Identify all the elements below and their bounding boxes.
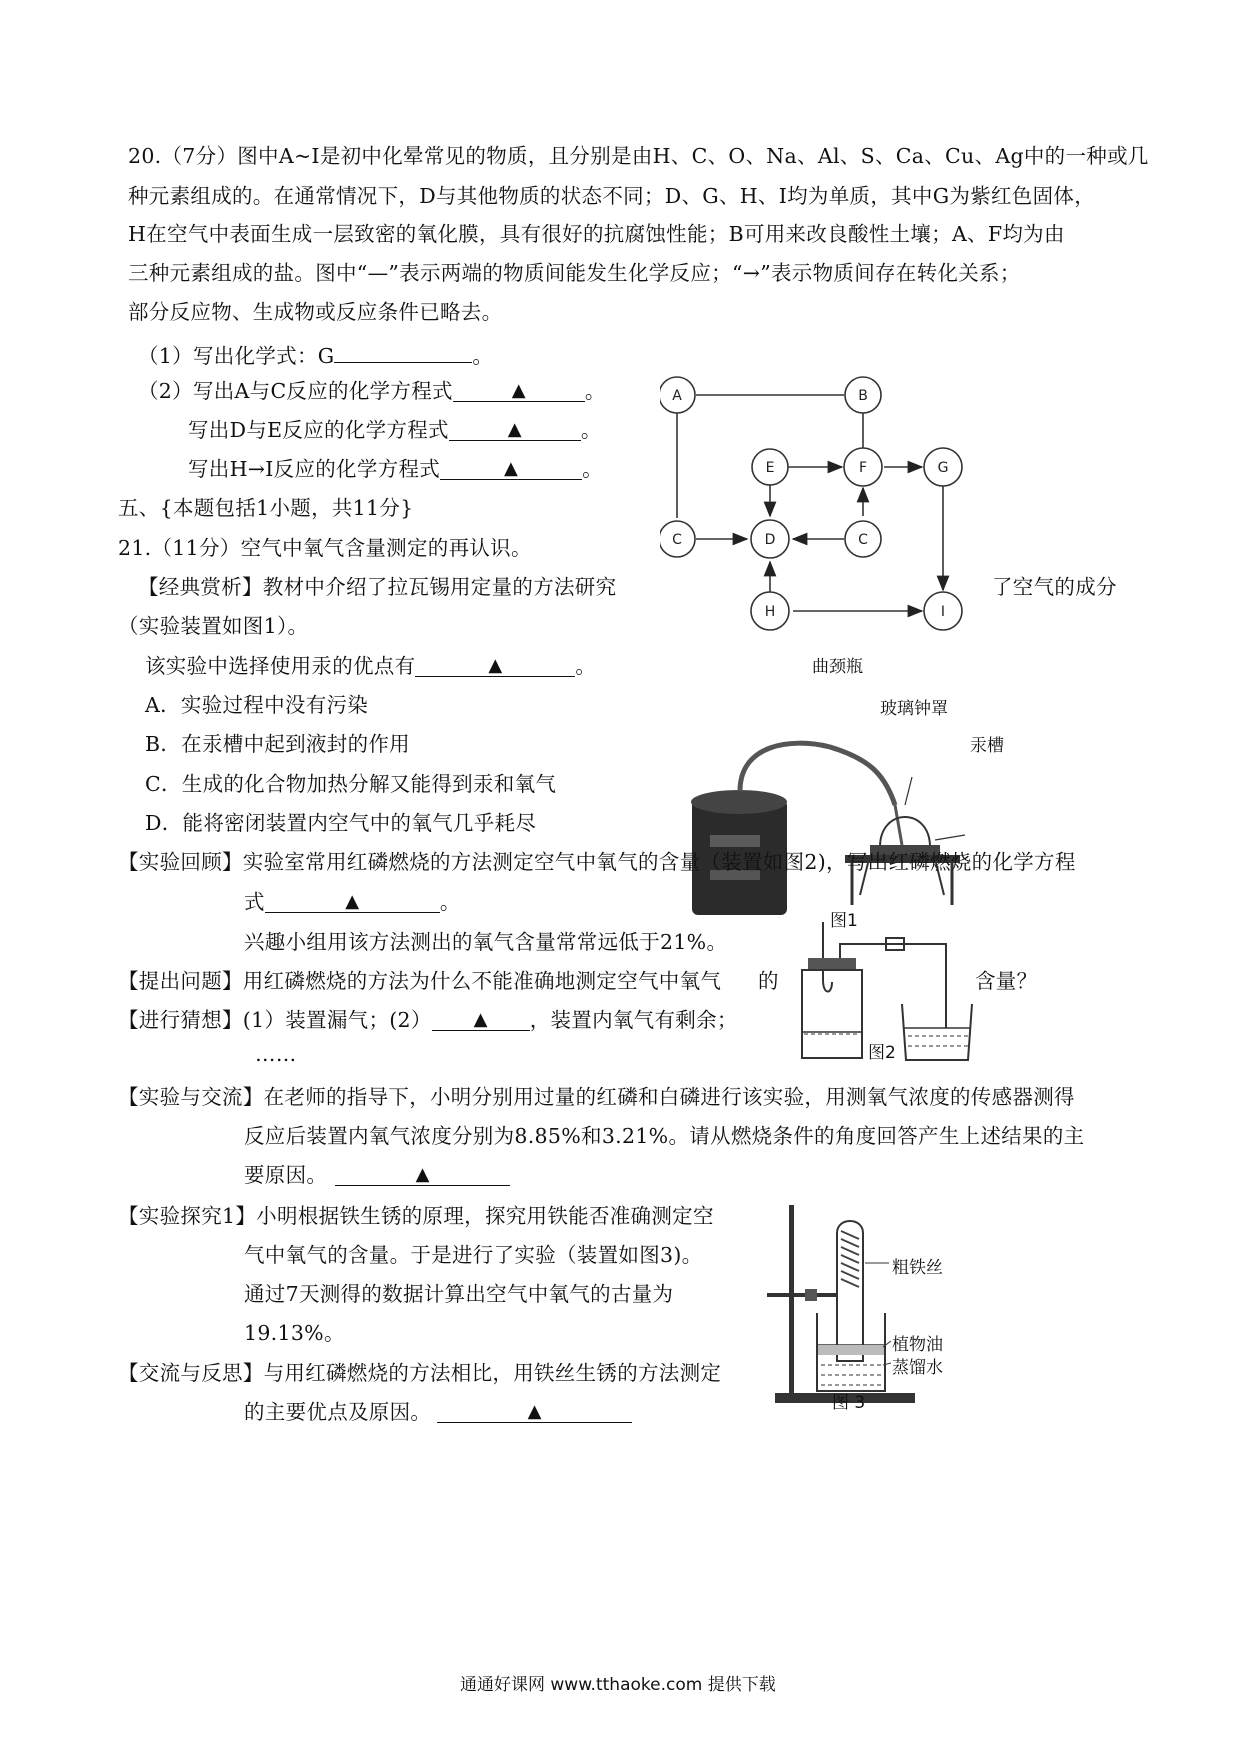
- q21-question-b: 的: [758, 969, 779, 993]
- q20-line-5: 部分反应物、生成物或反应条件已略去。: [128, 300, 503, 324]
- answer-blank[interactable]: [334, 338, 472, 363]
- node-g-label: G: [937, 460, 949, 476]
- q21-reflect-a: 【交流与反思】与用红磷燃烧的方法相比，用铁丝生锈的方法测定: [118, 1361, 722, 1385]
- fig3-label-iron-wire: 粗铁丝: [892, 1258, 943, 1278]
- answer-blank[interactable]: [415, 652, 575, 677]
- q21-explore-a: 【实验探究1】小明根据铁生锈的原理，探究用铁能否准确测定空: [118, 1204, 714, 1228]
- node-c2-label: C: [858, 532, 868, 548]
- beaker-icon: [902, 1004, 972, 1060]
- bell-jar-icon: [880, 817, 930, 847]
- q20-sub1: （1）写出化学式：G 。: [138, 338, 493, 370]
- triangle-icon: ▲: [488, 655, 503, 676]
- q21-exchange-a: 【实验与交流】在老师的指导下，小明分别用过量的红磷和白磷进行该实验，用测氧气浓度的传感器测得: [118, 1085, 1075, 1109]
- answer-blank[interactable]: [432, 1006, 530, 1031]
- reaction-network-diagram: [660, 365, 990, 635]
- answer-blank[interactable]: [453, 377, 585, 402]
- section-5-heading: 五、{本题包括1小题，共11分}: [118, 496, 414, 520]
- q20-sub3-label: 写出D与E反应的化学方程式: [188, 418, 449, 442]
- q21-review-a: 【实验回顾】实验室常用红磷燃烧的方法测定空气中氧气的含量（装置如图2)，写出红磷燃烧的化学方程: [118, 850, 1076, 874]
- q21-explore-d: 19.13%。: [244, 1321, 345, 1345]
- q21-question-a: 【提出问题】用红磷燃烧的方法为什么不能准确地测定空气中氧气: [118, 969, 722, 993]
- answer-blank[interactable]: [440, 455, 582, 480]
- triangle-icon: ▲: [345, 891, 360, 912]
- option-b: B．在汞槽中起到液封的作用: [145, 732, 410, 756]
- node-c-label: C: [672, 532, 682, 548]
- q21-review-b: 式 ▲ 。: [244, 890, 461, 914]
- fig3-label-water: 蒸馏水: [892, 1358, 943, 1378]
- option-a: A．实验过程中没有污染: [145, 693, 369, 717]
- q20-sub3: 写出D与E反应的化学方程式 ▲ 。: [188, 418, 602, 442]
- figure-1-lavoisier-apparatus: [680, 735, 980, 930]
- node-d-label: D: [764, 532, 776, 548]
- q21-classic-b: 了空气的成分: [992, 575, 1117, 599]
- fig1-label-retort: 曲颈瓶: [812, 657, 863, 677]
- q21-review-c: 兴趣小组用该方法测出的氧气含量常常远低于21%。: [244, 930, 728, 954]
- triangle-icon: ▲: [415, 1164, 430, 1185]
- q21-reflect-b: 的主要优点及原因。 ▲: [244, 1398, 632, 1426]
- q21-explore-c: 通过7天测得的数据计算出空气中氧气的古量为: [244, 1282, 674, 1306]
- q21-question-c: 含量？: [975, 969, 1038, 993]
- q21-exchange-c: 要原因。 ▲: [244, 1161, 510, 1189]
- answer-blank[interactable]: [265, 888, 440, 913]
- answer-blank[interactable]: [335, 1161, 510, 1186]
- triangle-icon: ▲: [511, 380, 526, 401]
- q20-sub2-label: （2）写出A与C反应的化学方程式: [138, 379, 453, 403]
- node-i-label: I: [940, 604, 946, 620]
- coarse-iron-wire-icon: [841, 1231, 859, 1287]
- figure-2-phosphorus-apparatus: [790, 920, 1020, 1070]
- q20-sub2: （2）写出A与C反应的化学方程式 ▲ 。: [138, 379, 606, 403]
- fig1-label-trough: 汞槽: [970, 736, 1004, 756]
- fig1-caption: 图1: [830, 911, 858, 931]
- fig2-caption: 图2: [868, 1043, 896, 1063]
- triangle-icon: ▲: [527, 1401, 542, 1422]
- q20-sub4-label: 写出H→I反应的化学方程式: [188, 457, 441, 481]
- q21-guess: 【进行猜想】(1）装置漏气；(2） ▲ ，装置内氧气有剩余；: [118, 1008, 738, 1032]
- fig3-label-oil: 植物油: [892, 1335, 943, 1355]
- answer-blank[interactable]: [437, 1398, 632, 1423]
- page-footer: 通通好课网 www.tthaoke.com 提供下载: [460, 1675, 776, 1695]
- q21-ellipsis: ……: [255, 1042, 297, 1066]
- option-c: C．生成的化合物加热分解又能得到汞和氧气: [145, 772, 557, 796]
- q20-line-2: 种元素组成的。在通常情况下，D与其他物质的状态不同；D、G、H、I均为单质，其中G为紫红色固体，: [128, 184, 1095, 208]
- q20-line-4: 三种元素组成的盐。图中“—”表示两端的物质间能发生化学反应；“→”表示物质间存在转化关系；: [128, 261, 1021, 285]
- node-a-label: A: [672, 388, 682, 404]
- q21-classic-c: （实验装置如图1）。: [118, 614, 309, 638]
- option-d: D．能将密闭装置内空气中的氧气几乎耗尽: [145, 811, 537, 835]
- distilled-water-layer: [821, 1365, 881, 1385]
- vegetable-oil-layer: [818, 1345, 884, 1355]
- node-f-label: F: [858, 460, 868, 476]
- q21-exchange-b: 反应后装置内氧气浓度分别为8.85%和3.21%。请从燃烧条件的角度回答产生上述结果的主: [244, 1124, 1085, 1148]
- answer-blank[interactable]: [449, 416, 581, 441]
- q21-explore-b: 气中氧气的含量。于是进行了实验（装置如图3)。: [244, 1243, 703, 1267]
- node-e-label: E: [765, 460, 775, 476]
- connecting-tube-icon: [840, 944, 946, 1028]
- q20-sub1-label: （1）写出化学式：G: [138, 344, 335, 368]
- figure-3-iron-rust-apparatus: [765, 1195, 940, 1420]
- iron-stand-icon: [789, 1205, 794, 1395]
- fig1-label-bell-jar: 玻璃钟罩: [880, 699, 948, 719]
- node-h-label: H: [764, 604, 776, 620]
- q21-title: 21.（11分）空气中氧气含量测定的再认识。: [118, 536, 532, 560]
- q21-mercury-question: 该实验中选择使用汞的优点有 ▲ 。: [145, 654, 597, 678]
- q20-line-3: H在空气中表面生成一层致密的氧化膜，具有很好的抗腐蚀性能；B可用来改良酸性土壤；A、F均为由: [128, 222, 1065, 246]
- fig3-caption: 图 3: [832, 1393, 866, 1413]
- q21-classic-a: 【经典赏析】教材中介绍了拉瓦锡用定量的方法研究: [138, 575, 617, 599]
- triangle-icon: ▲: [503, 458, 519, 479]
- q20-sub4: 写出H→I反应的化学方程式 ▲ 。: [188, 457, 603, 481]
- triangle-icon: ▲: [507, 419, 522, 440]
- triangle-icon: ▲: [473, 1009, 488, 1030]
- node-b-label: B: [858, 388, 868, 404]
- q20-line-1: 20.（7分）图中A~I是初中化晕常见的物质，且分别是由H、C、O、Na、Al、S、Ca、Cu、Ag中的一种或几: [128, 144, 1149, 168]
